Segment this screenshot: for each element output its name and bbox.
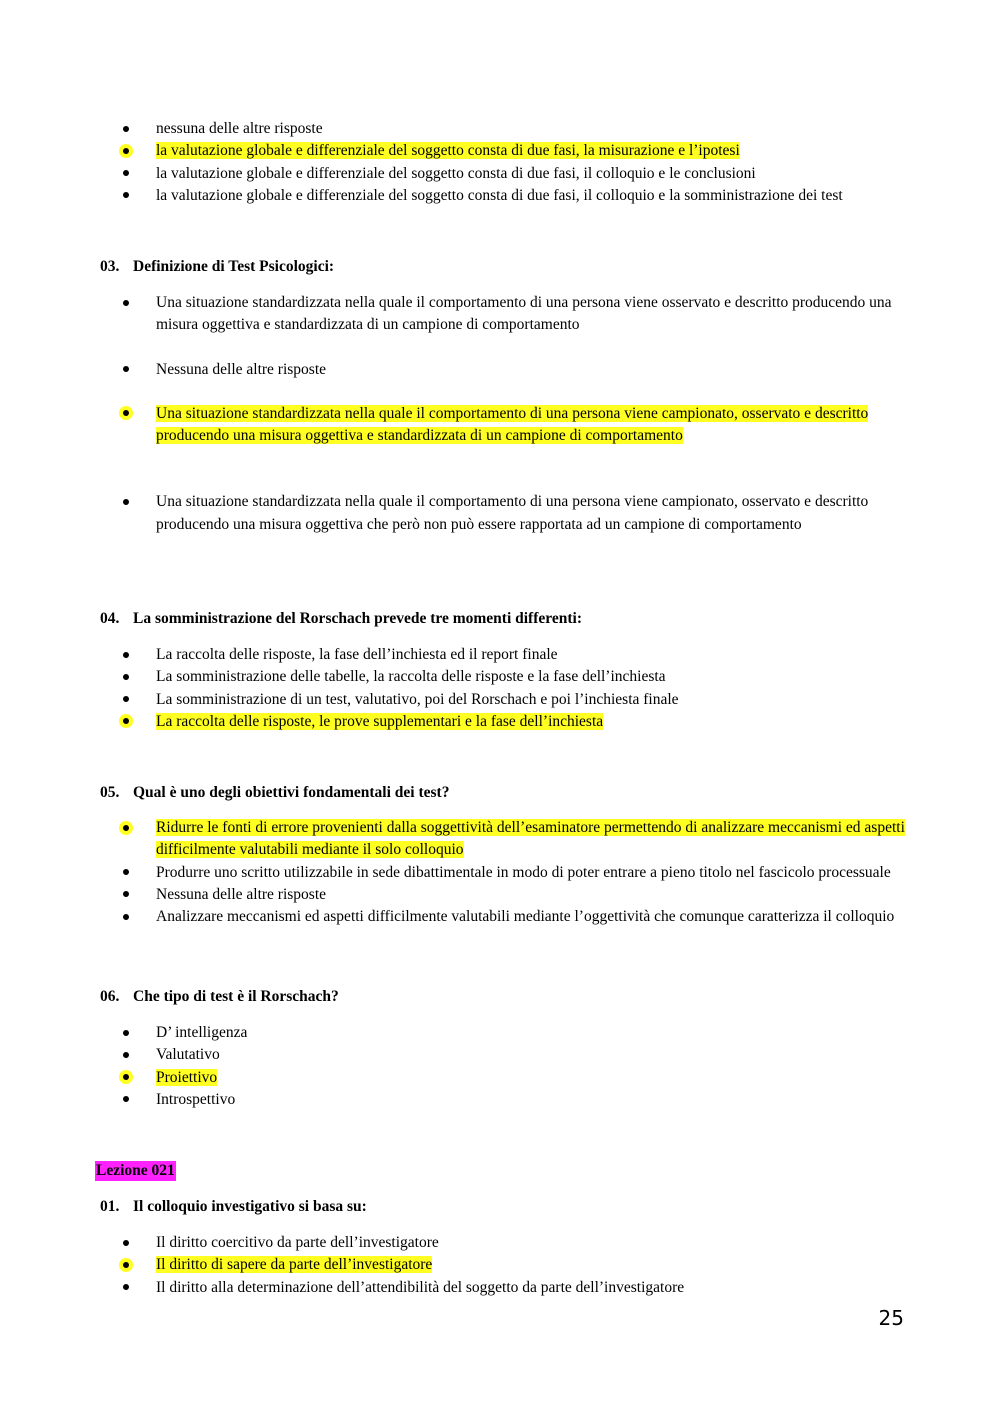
option-list: [100, 817, 910, 928]
bullet-icon: [123, 1240, 129, 1246]
option-text: Il diritto di sapere da parte dell’investigatore: [156, 1256, 433, 1274]
question-text: Il colloquio investigativo si basa su:: [133, 1198, 367, 1215]
bullet-icon: [123, 674, 129, 680]
page-number: 25: [878, 1306, 904, 1330]
question-text: Definizione di Test Psicologici:: [133, 258, 335, 275]
answer-option-highlighted: [100, 403, 910, 448]
question-number: 05.: [100, 784, 120, 801]
option-text: Nessuna delle altre risposte: [156, 360, 327, 378]
option-text: Nessuna delle altre risposte: [156, 885, 327, 903]
answer-option: [100, 666, 910, 688]
question-text: Che tipo di test è il Rorschach?: [133, 988, 339, 1005]
option-text: Una situazione standardizzata nella quale il comportamento di una persona viene osservato e descritto producendo una misura oggettiva e standardizzata di un campione di comportamento: [156, 294, 892, 334]
option-text: la valutazione globale e differenziale del soggetto consta di due fasi, la misurazione e l’ipotesi: [156, 142, 740, 160]
option-text: Produrre uno scritto utilizzabile in sede dibattimentale in modo di poter entrare a pieno titolo nel fascicolo processuale: [156, 863, 891, 881]
question-number: 01.: [100, 1198, 120, 1215]
question-03: [100, 256, 334, 278]
bullet-icon: [123, 1030, 129, 1036]
bullet-icon: [123, 192, 129, 198]
bullet-icon: [123, 499, 129, 505]
bullet-icon: [123, 366, 129, 372]
question-04: [100, 608, 582, 630]
answer-option: [100, 1277, 910, 1299]
option-list: [100, 1232, 910, 1299]
option-text: la valutazione globale e differenziale del soggetto consta di due fasi, il colloquio e la somministrazione dei test: [156, 186, 843, 204]
question-text: Qual è uno degli obiettivi fondamentali dei test?: [133, 784, 450, 801]
answer-option: [100, 862, 910, 884]
bullet-icon: [123, 148, 129, 154]
bullet-icon: [123, 410, 129, 416]
option-text: La somministrazione delle tabelle, la raccolta delle risposte e la fase dell’inchiesta: [156, 668, 666, 686]
answer-option: [100, 185, 910, 207]
option-list: [100, 644, 910, 733]
answer-option-highlighted: [100, 817, 910, 862]
bullet-icon: [123, 1096, 129, 1102]
answer-option: [100, 491, 910, 536]
bullet-icon: [123, 1284, 129, 1290]
answer-option: [100, 118, 910, 140]
bullet-icon: [123, 891, 129, 897]
question-06: [100, 986, 339, 1008]
bullet-icon: [123, 869, 129, 875]
option-text: La somministrazione di un test, valutativo, poi del Rorschach e poi l’inchiesta finale: [156, 690, 679, 708]
option-text: D’ intelligenza: [156, 1024, 248, 1041]
bullet-icon: [123, 1074, 129, 1080]
answer-option-highlighted: [100, 1254, 910, 1276]
bullet-icon: [123, 300, 129, 306]
option-text: nessuna delle altre risposte: [156, 120, 323, 137]
answer-option: [100, 1022, 910, 1044]
answer-option-highlighted: [100, 1067, 910, 1089]
option-list: [100, 1022, 910, 1111]
bullet-icon: [123, 170, 129, 176]
bullet-icon: [123, 825, 129, 831]
answer-option: [100, 1232, 910, 1254]
answer-option: [100, 884, 910, 906]
answer-option: [100, 644, 910, 666]
option-text: La raccolta delle risposte, la fase dell’inchiesta ed il report finale: [156, 646, 558, 663]
bullet-icon: [123, 718, 129, 724]
question-number: 06.: [100, 988, 120, 1005]
bullet-icon: [123, 652, 129, 658]
option-text: La raccolta delle risposte, le prove supplementari e la fase dell’inchiesta: [156, 712, 604, 730]
bullet-icon: [123, 1262, 129, 1268]
answer-option: [100, 1089, 910, 1111]
option-text: Analizzare meccanismi ed aspetti difficilmente valutabili mediante l’oggettività che comunque caratterizza il colloquio: [156, 908, 895, 926]
option-text: Il diritto alla determinazione dell’attendibilità del soggetto da parte dell’investigatore: [156, 1278, 685, 1296]
question-text: La somministrazione del Rorschach prevede tre momenti differenti:: [133, 610, 582, 627]
option-text: Proiettivo: [156, 1068, 218, 1086]
option-list: [100, 118, 910, 207]
bullet-icon: [123, 696, 129, 702]
option-text: Valutativo: [156, 1046, 220, 1064]
question-number: 03.: [100, 258, 120, 275]
option-text: Introspettivo: [156, 1090, 236, 1108]
answer-option-highlighted: [100, 140, 910, 162]
answer-option: [100, 906, 910, 928]
bullet-icon: [123, 126, 129, 132]
answer-option: [100, 163, 910, 185]
option-text: Una situazione standardizzata nella quale il comportamento di una persona viene campionato, osservato e descritto producendo una misura oggettiva e standardizzata di un campione di comportamento: [156, 404, 869, 445]
option-text: Ridurre le fonti di errore provenienti dalla soggettività dell’esaminatore permettendo di analizzare meccanismi ed aspetti difficilmente valutabili mediante il solo colloquio: [156, 819, 905, 859]
bullet-icon: [123, 914, 129, 920]
answer-option: [100, 689, 910, 711]
question-05: [100, 782, 449, 804]
bullet-icon: [123, 1052, 129, 1058]
question-number: 04.: [100, 610, 120, 627]
option-text: la valutazione globale e differenziale del soggetto consta di due fasi, il colloquio e le conclusioni: [156, 164, 756, 182]
answer-option-highlighted: [100, 711, 910, 733]
lesson-heading: Lezione 021: [96, 1162, 175, 1179]
answer-option: [100, 292, 910, 337]
lesson-021-question-01: [100, 1196, 367, 1218]
option-list: [100, 292, 910, 536]
answer-option: [100, 1044, 910, 1066]
answer-option: [100, 359, 910, 381]
option-text: Il diritto coercitivo da parte dell’investigatore: [156, 1234, 439, 1251]
option-text: Una situazione standardizzata nella quale il comportamento di una persona viene campionato, osservato e descritto producendo una misura oggettiva che però non può essere rapportata ad un campione di comportamento: [156, 493, 869, 533]
